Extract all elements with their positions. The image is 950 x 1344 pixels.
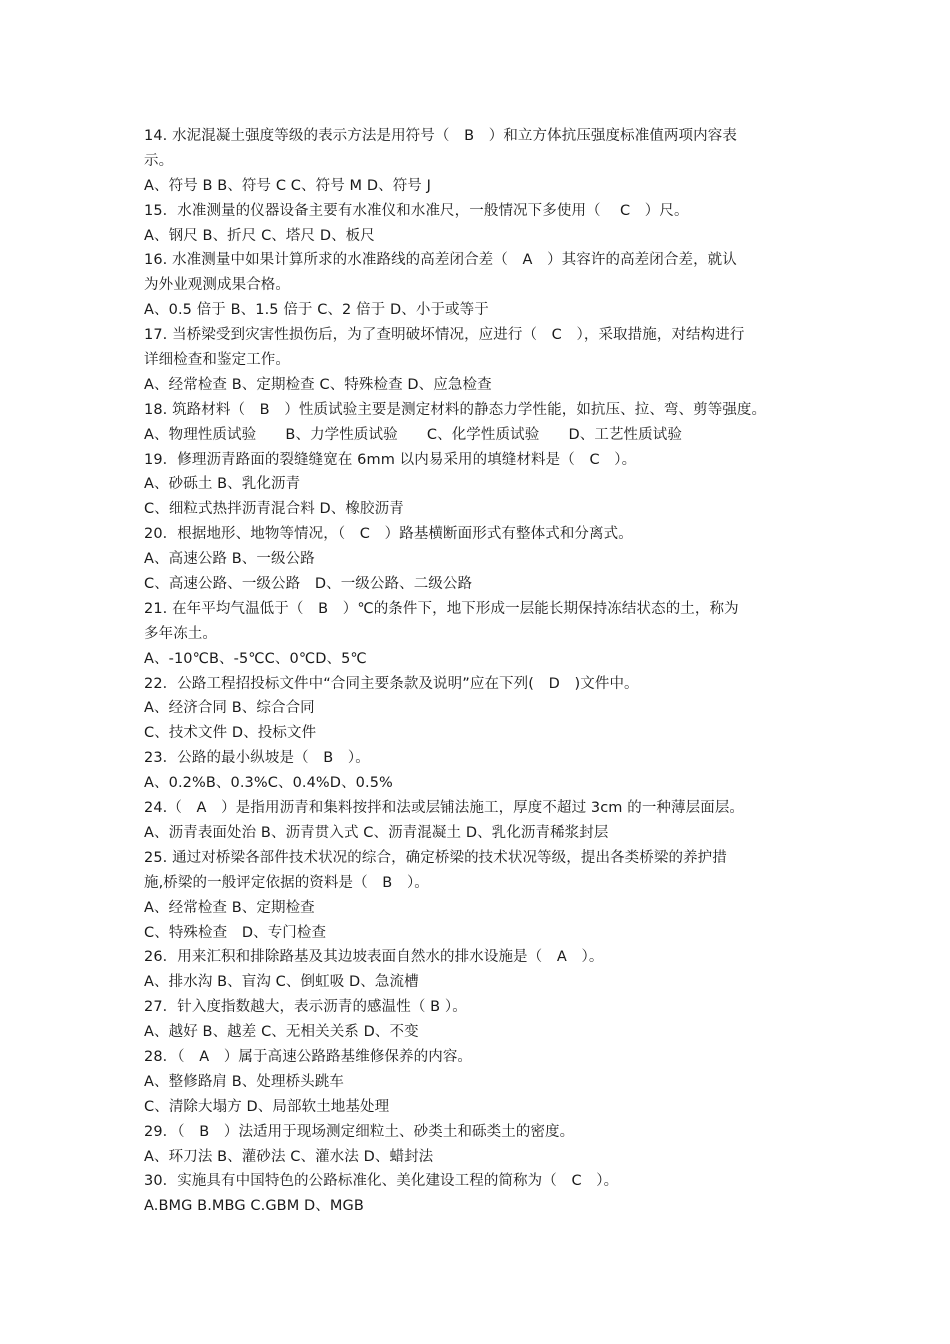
text-line: 27．针入度指数越大，表示沥青的感温性（ B ）。 <box>144 999 467 1016</box>
text-line: 23．公路的最小纵坡是（ B ）。 <box>144 750 370 767</box>
text-line: C、技术文件 D、投标文件 <box>144 725 317 742</box>
text-line: 16. 水准测量中如果计算所求的水准路线的高差闭合差（ A ）其容许的高差闭合差，就认 <box>144 252 737 269</box>
text-line: A、经济合同 B、综合合同 <box>144 700 315 717</box>
text-line: A、经常检查 B、定期检查 C、特殊检查 D、应急检查 <box>144 376 492 393</box>
text-line: 20．根据地形、地物等情况，（ C ）路基横断面形式有整体式和分离式。 <box>144 526 633 543</box>
text-line: 详细检查和鉴定工作。 <box>144 352 290 369</box>
text-line: A、环刀法 B、灌砂法 C、灌水法 D、蜡封法 <box>144 1148 434 1165</box>
text-line: 19．修理沥青路面的裂缝缝宽在 6mm 以内易采用的填缝材料是（ C ）。 <box>144 451 637 468</box>
text-line: 14. 水泥混凝土强度等级的表示方法是用符号（ B ）和立方体抗压强度标准值两项内容表 <box>144 128 737 144</box>
text-line: C、特殊检查 D、专门检查 <box>144 924 327 941</box>
text-line: 17. 当桥梁受到灾害性损伤后，为了查明破坏情况，应进行（ C ），采取措施，对结构进行 <box>144 327 745 344</box>
text-line: 施,桥梁的一般评定依据的资料是（ B ）。 <box>144 874 429 891</box>
text-line: C、清除大塌方 D、局部软土地基处理 <box>144 1098 390 1115</box>
text-line: 示。 <box>144 152 174 169</box>
text-line: A、越好 B、越差 C、无相关关系 D、不变 <box>144 1024 419 1041</box>
text-line: A、经常检查 B、定期检查 <box>144 899 315 916</box>
text-line: 多年冻土。 <box>144 625 217 642</box>
text-line: A、0.2%B、0.3%C、0.4%D、0.5% <box>144 775 393 792</box>
text-line: 21. 在年平均气温低于（ B ）℃的条件下，地下形成一层能长期保持冻结状态的土，称为 <box>144 600 739 617</box>
text-line: A、钢尺 B、折尺 C、塔尺 D、板尺 <box>144 227 375 244</box>
question-list <box>144 124 824 1219</box>
text-line: 24.（ A ）是指用沥青和集料按拌和法或层铺法施工，厚度不超过 3cm 的一种薄层面层。 <box>144 800 745 817</box>
text-line: A、排水沟 B、盲沟 C、倒虹吸 D、急流槽 <box>144 974 419 991</box>
text-line: 为外业观测成果合格。 <box>144 277 290 294</box>
text-line: A、符号 B B、符号 C C、符号 M D、符号 J <box>144 177 431 194</box>
text-line: A、沥青表面处治 B、沥青贯入式 C、沥青混凝土 D、乳化沥青稀浆封层 <box>144 824 609 841</box>
text-line: 15．水准测量的仪器设备主要有水准仪和水准尺，一般情况下多使用（ C ）尺。 <box>144 202 689 219</box>
text-line: A.BMG B.MBG C.GBM D、MGB <box>144 1198 364 1215</box>
text-line: 18. 筑路材料（ B ）性质试验主要是测定材料的静态力学性能，如抗压、拉、弯、剪等强度。 <box>144 401 767 418</box>
text-line: 30．实施具有中国特色的公路标准化、美化建设工程的简称为（ C ）。 <box>144 1173 619 1190</box>
text-line: A、砂砾土 B、乳化沥青 <box>144 476 301 493</box>
text-line: 29．（ B ）法适用于现场测定细粒土、砂类土和砾类土的密度。 <box>144 1123 575 1140</box>
text-line: A、物理性质试验 B、力学性质试验 C、化学性质试验 D、工艺性质试验 <box>144 426 682 443</box>
text-line: 26．用来汇积和排除路基及其边坡表面自然水的排水设施是（ A ）。 <box>144 949 604 966</box>
text-line: 28．（ A ）属于高速公路路基维修保养的内容。 <box>144 1048 473 1065</box>
text-line: 22．公路工程招投标文件中“合同主要条款及说明”应在下列( D )文件中。 <box>144 675 639 692</box>
text-line: A、高速公路 B、一级公路 <box>144 551 315 568</box>
text-line: A、整修路肩 B、处理桥头跳车 <box>144 1073 344 1090</box>
text-line: A、0.5 倍于 B、1.5 倍于 C、2 倍于 D、小于或等于 <box>144 302 489 319</box>
text-line: 25. 通过对桥梁各部件技术状况的综合，确定桥梁的技术状况等级，提出各类桥梁的养护措 <box>144 849 727 866</box>
text-line: C、细粒式热拌沥青混合料 D、橡胶沥青 <box>144 501 404 518</box>
text-line: A、-10℃B、-5℃C、0℃D、5℃ <box>144 650 367 667</box>
text-line: C、高速公路、一级公路 D、一级公路、二级公路 <box>144 576 473 593</box>
